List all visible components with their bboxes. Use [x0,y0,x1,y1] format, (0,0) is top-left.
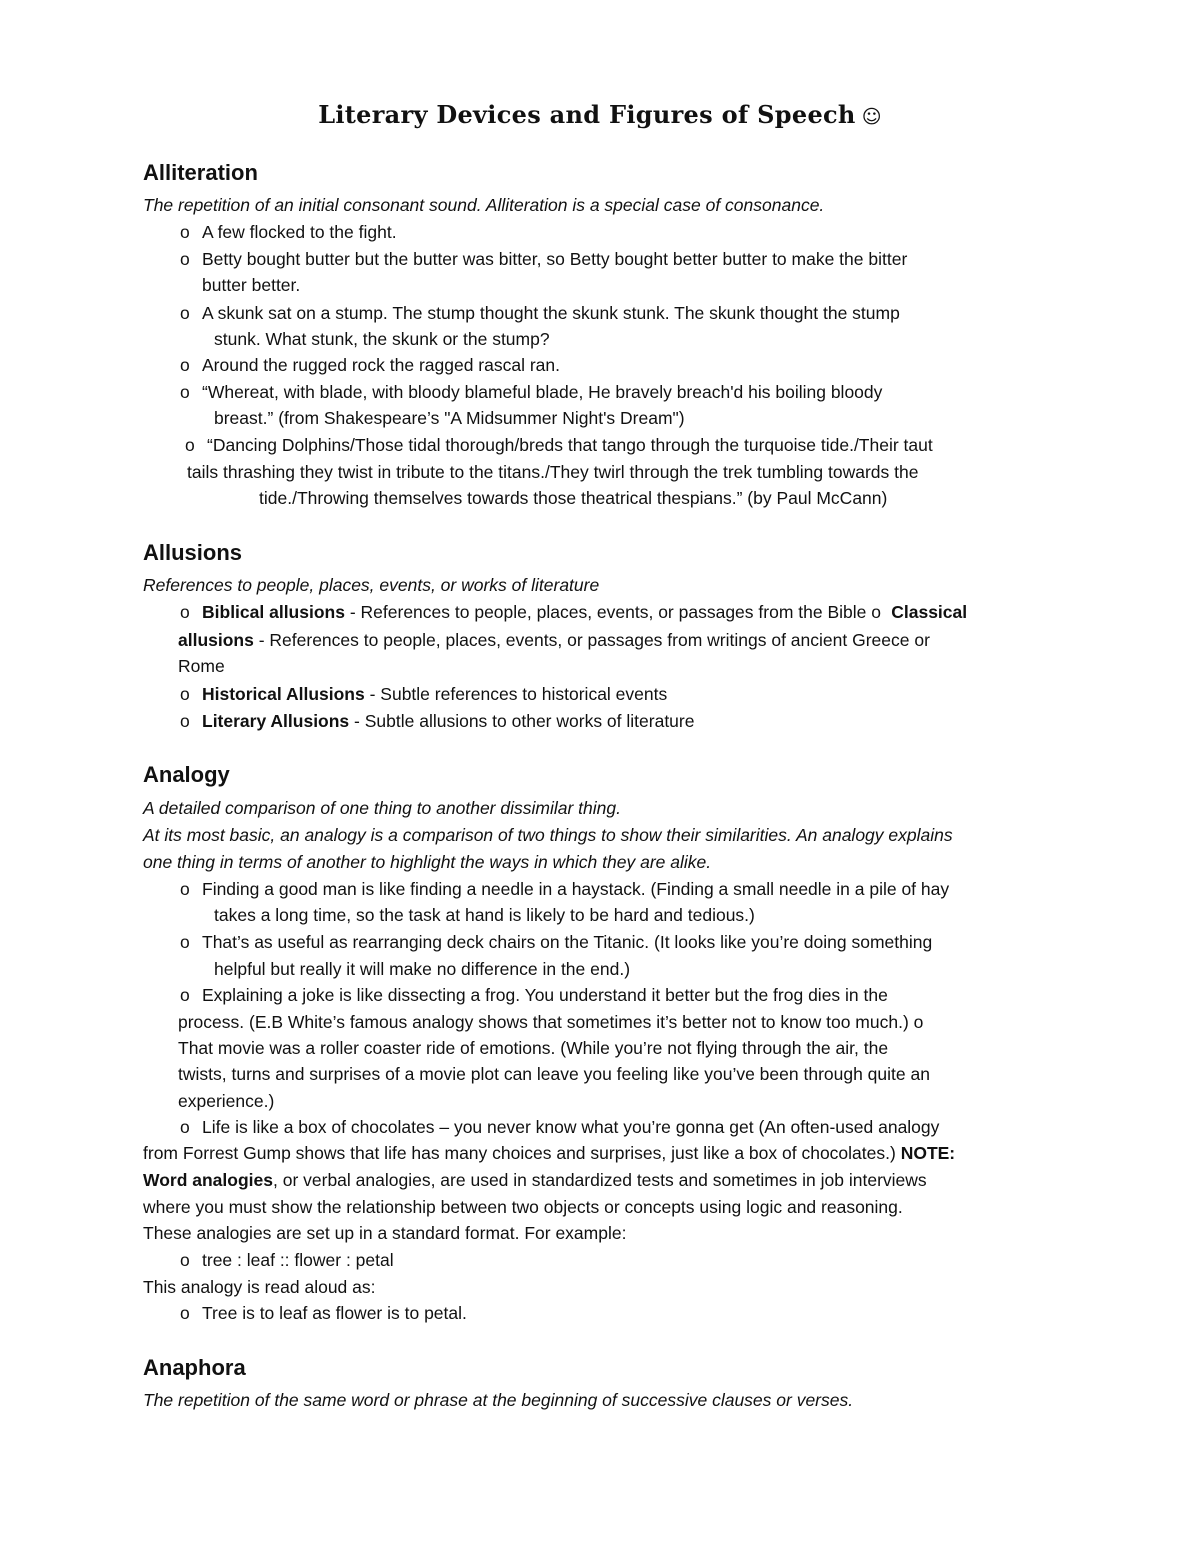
item-text: Around the rugged rock the ragged rascal ran. [202,355,560,375]
term-word-analogies: Word analogies [143,1170,273,1190]
list-item [180,1116,939,1138]
bullet-icon: o [180,711,190,731]
list-item-continuation: Rome [178,656,225,676]
list-item [180,354,560,376]
item-text: Life is like a box of chocolates – you never know what you’re gonna get (An often-used analogy [202,1117,940,1137]
bullet-icon: o [180,222,190,242]
item-text: , or verbal analogies, are used in standardized tests and sometimes in job interviews [272,1170,927,1190]
list-item [180,710,694,732]
bullet-icon: o [180,879,190,899]
item-text: - References to people, places, events, or passages from writings of ancient Greece or [253,630,930,650]
item-text: - References to people, places, events, or passages from the Bible [344,602,872,622]
list-item-continuation: experience.) [178,1091,275,1111]
note-label: NOTE: [900,1143,956,1163]
title-text: Literary Devices and Figures of Speech [318,100,856,129]
bullet-icon: o [180,684,190,704]
bullet-icon: o [180,303,190,323]
item-text: “Whereat, with blade, with bloody blameful blade, He bravely breach'd his boiling bloody [202,382,883,402]
list-item [180,221,397,243]
list-item-continuation: tide./Throwing themselves towards those theatrical thespians.” (by Paul McCann) [259,488,888,508]
item-text: from Forrest Gump shows that life has many choices and surprises, just like a box of chocolates.) [143,1143,901,1163]
bullet-icon: o [180,602,190,622]
list-item [180,931,932,953]
list-item [180,248,907,270]
list-item [185,434,933,456]
anaphora-definition: The repetition of the same word or phrase at the beginning of successive clauses or verses. [143,1390,854,1410]
list-item [180,1249,394,1271]
list-item [180,878,949,900]
list-item-continuation: process. (E.B White’s famous analogy shows that sometimes it’s better not to know too much.) o [178,1012,924,1032]
term-biblical: Biblical allusions [202,602,345,622]
list-item-continuation: butter better. [202,275,301,295]
list-item-continuation [178,629,930,651]
bullet-icon: o [180,932,190,952]
item-text: That’s as useful as rearranging deck chairs on the Titanic. (It looks like you’re doing something [202,932,933,952]
list-item-continuation: stunk. What stunk, the skunk or the stump? [214,329,550,349]
list-item [180,601,967,623]
item-text: Tree is to leaf as flower is to petal. [202,1303,467,1323]
list-item [180,984,888,1006]
heading-anaphora: Anaphora [143,1355,246,1380]
bullet-icon: o [180,355,190,375]
bullet-icon: o [180,985,190,1005]
list-item-continuation: That movie was a roller coaster ride of emotions. (While you’re not flying through the air, the [178,1038,889,1058]
list-item-continuation: helpful but really it will make no difference in the end.) [214,959,631,979]
page-title [0,100,1200,129]
paragraph-line [143,1142,955,1164]
smiley-icon: ☺ [861,106,882,128]
paragraph-line: where you must show the relationship between two objects or concepts using logic and reasoning. [143,1197,903,1217]
list-item [180,1302,467,1324]
item-text: Finding a good man is like finding a needle in a haystack. (Finding a small needle in a pile of hay [202,879,950,899]
bullet-icon: o [180,249,190,269]
list-item [180,683,667,705]
analogy-explanation: At its most basic, an analogy is a comparison of two things to show their similarities. An analogy explains [143,825,953,845]
item-text: - Subtle allusions to other works of literature [349,711,695,731]
term-classical-b: allusions [178,630,254,650]
bullet-icon: o [871,602,881,622]
list-item-continuation: tails thrashing they twist in tribute to the titans./They twirl through the trek tumbling towards the [187,462,919,482]
list-item-continuation: takes a long time, so the task at hand is likely to be hard and tedious.) [214,905,755,925]
bullet-icon: o [180,1250,190,1270]
alliteration-definition: The repetition of an initial consonant sound. Alliteration is a special case of consonance. [143,195,825,215]
allusions-definition: References to people, places, events, or works of literature [143,575,600,595]
item-text: tree : leaf :: flower : petal [202,1250,394,1270]
term-historical: Historical Allusions [202,684,365,704]
item-text: A skunk sat on a stump. The stump thought the skunk stunk. The skunk thought the stump [202,303,900,323]
analogy-definition: A detailed comparison of one thing to another dissimilar thing. [143,798,621,818]
list-item-continuation: breast.” (from Shakespeare’s "A Midsummer Night's Dream") [214,408,685,428]
list-item-continuation: twists, turns and surprises of a movie plot can leave you feeling like you’ve been through quite an [178,1064,930,1084]
heading-analogy: Analogy [143,762,230,787]
paragraph-line [143,1169,927,1191]
list-item [180,302,900,324]
term-literary: Literary Allusions [202,711,350,731]
item-text: “Dancing Dolphins/Those tidal thorough/breds that tango through the turquoise tide./Their taut [207,435,933,455]
bullet-icon: o [180,1303,190,1323]
item-text: Explaining a joke is like dissecting a frog. You understand it better but the frog dies in the [202,985,888,1005]
list-item [180,381,882,403]
item-text: A few flocked to the fight. [202,222,397,242]
item-text: Betty bought butter but the butter was bitter, so Betty bought better butter to make the bitter [202,249,908,269]
analogy-explanation: one thing in terms of another to highlight the ways in which they are alike. [143,852,712,872]
heading-alliteration: Alliteration [143,160,258,185]
paragraph-line: These analogies are set up in a standard format. For example: [143,1223,627,1243]
bullet-icon: o [180,382,190,402]
term-classical: Classical [891,602,968,622]
bullet-icon: o [180,1117,190,1137]
item-text: - Subtle references to historical events [364,684,668,704]
heading-allusions: Allusions [143,540,243,565]
paragraph-line: This analogy is read aloud as: [143,1277,376,1297]
bullet-icon: o [185,435,195,455]
